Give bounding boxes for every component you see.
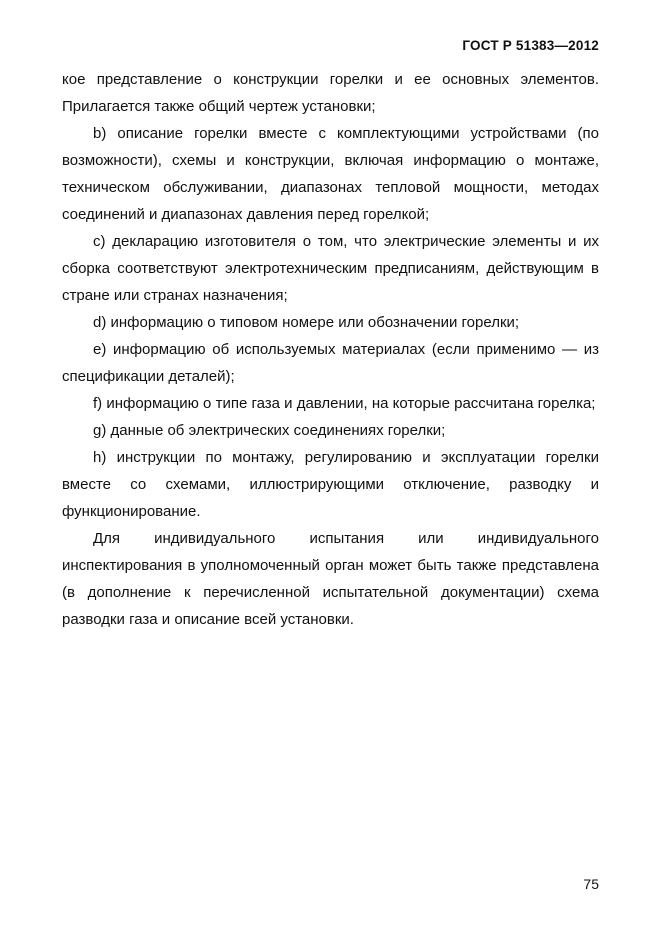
standard-code-header: ГОСТ Р 51383—2012 [462, 38, 599, 53]
paragraph-continuation: кое представление о конструкции горелки и ее основных элементов. Прилагается также общий чертеж установки; [62, 71, 599, 115]
list-item-c: c) декларацию изготовителя о том, что электрические элементы и их сборка соответствуют электротехническим предписаниям, действующим в стране или странах назначения; [62, 233, 599, 304]
page-number: 75 [583, 876, 599, 892]
list-item-f: f) информацию о типе газа и давлении, на которые рассчитана горелка; [93, 395, 596, 412]
list-item-g: g) данные об электрических соединениях горелки; [93, 422, 446, 439]
list-item-h: h) инструкции по монтажу, регулированию и эксплуатации горелки вместе со схемами, иллюстрирующими отключение, разводку и функционирование. [62, 449, 599, 520]
document-body [62, 66, 599, 633]
list-item-e: e) информацию об используемых материалах (если применимо — из спецификации деталей); [62, 341, 599, 385]
list-item-d: d) информацию о типовом номере или обозначении горелки; [93, 314, 520, 331]
list-item-b: b) описание горелки вместе с комплектующими устройствами (по возможности), схемы и конструкции, включая информацию о монтаже, техническом обслуживании, диапазонах тепловой мощности, методах соединений и диапазонах давления перед горелкой; [62, 125, 599, 223]
closing-paragraph: Для индивидуального испытания или индивидуального инспектирования в уполномоченный орган может быть также представлена (в дополнение к перечисленной испытательной документации) схема разводки газа и описание всей установки. [62, 530, 599, 628]
